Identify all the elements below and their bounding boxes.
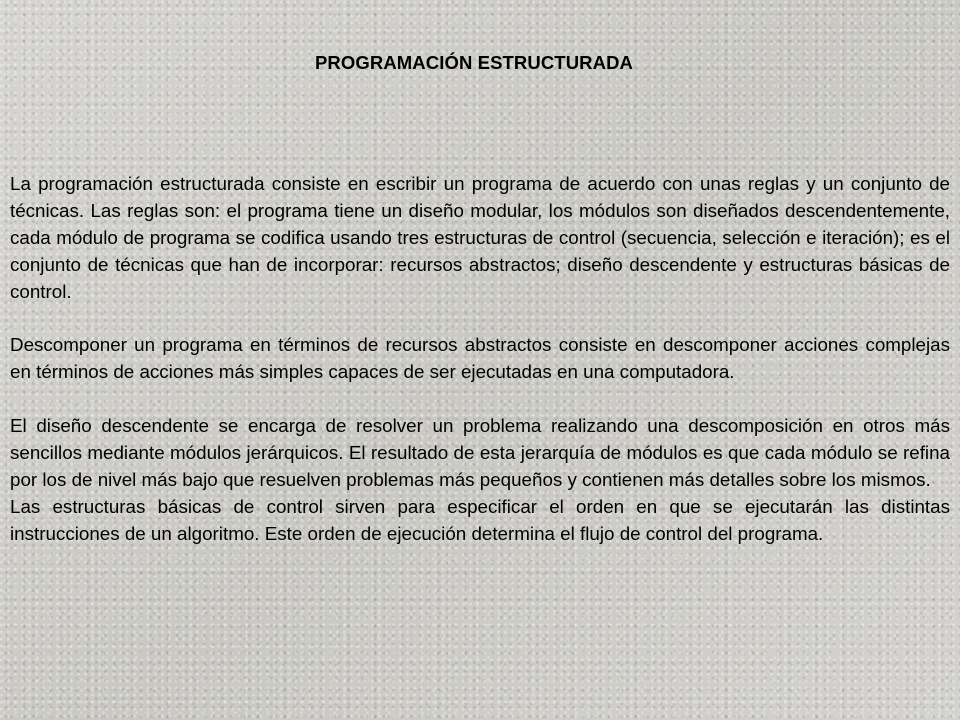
paragraph-control-structures: Las estructuras básicas de control sirven para especificar el orden en que se ejecutarán las distintas instrucciones de un algoritmo. Este orden de ejecución determina el flujo de control del programa.: [10, 495, 950, 544]
slide-body: [10, 171, 950, 548]
paragraph-top-down-design: El diseño descendente se encarga de resolver un problema realizando una descomposición en otros más sencillos mediante módulos jerárquicos. El resultado de esta jerarquía de módulos es que cada módulo se refina por los de nivel más bajo que resuelven problemas más pequeños y contienen más detalles sobre los mismos.: [10, 415, 950, 490]
paragraph-intro: La programación estructurada consiste en escribir un programa de acuerdo con unas reglas y un conjunto de técnicas. Las reglas son: el programa tiene un diseño modular, los módulos son diseñados descendentemente, cada módulo de programa se codifica usando tres estructuras de control (secuencia, selección e iteración); es el conjunto de técnicas que han de incorporar: recursos abstractos; diseño descendente y estructuras básicas de control.: [10, 173, 950, 302]
slide-title: PROGRAMACIÓN ESTRUCTURADA: [314, 52, 634, 73]
paragraph-abstract-resources: Descomponer un programa en términos de recursos abstractos consiste en descomponer acciones complejas en términos de acciones más simples capaces de ser ejecutadas en una computadora.: [10, 334, 950, 383]
